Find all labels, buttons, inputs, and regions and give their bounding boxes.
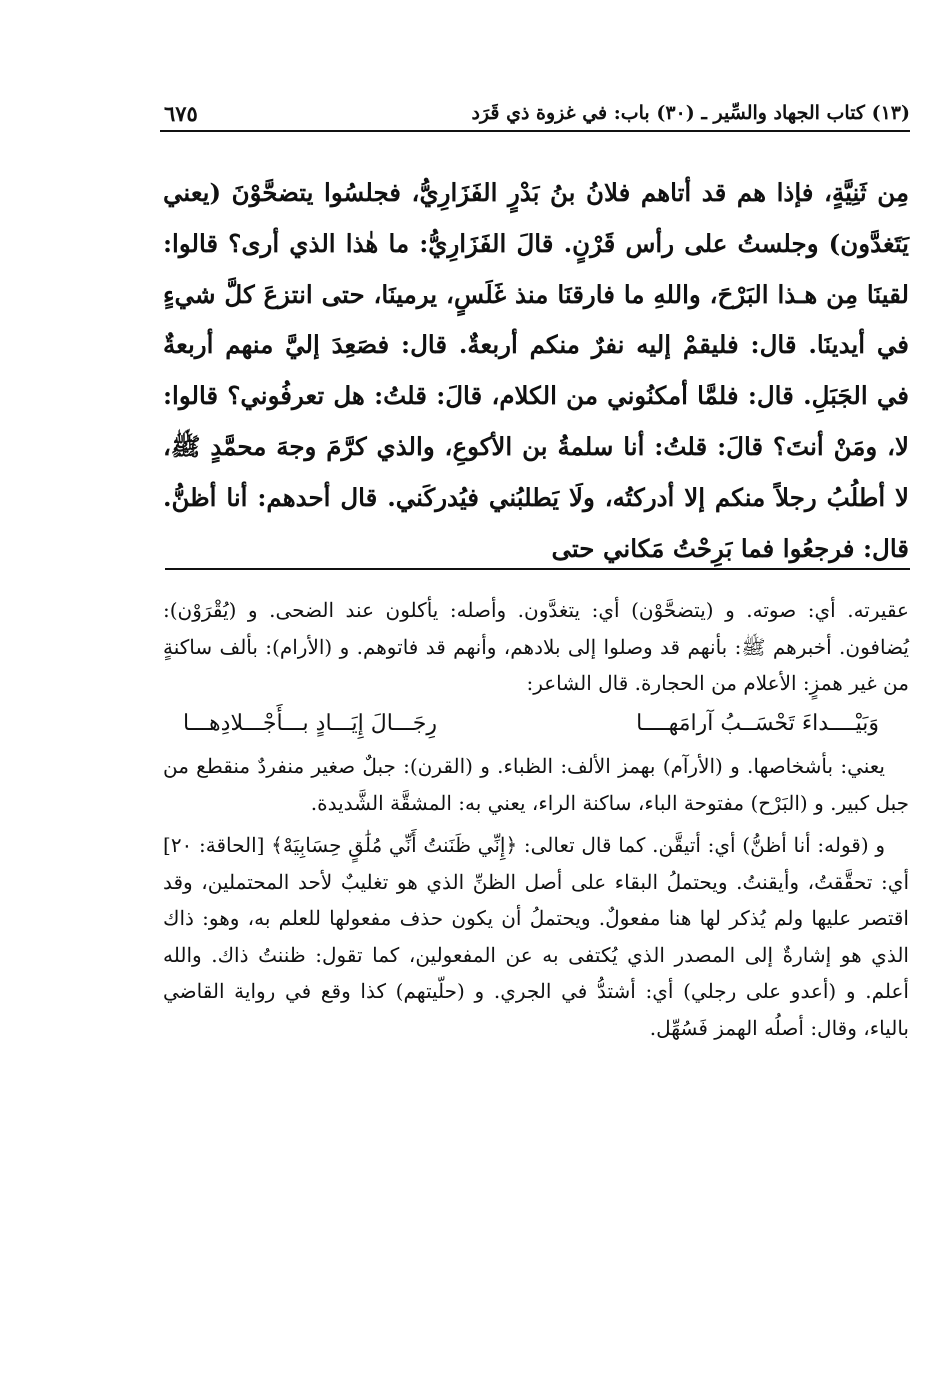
page-number: ٦٧٥ <box>164 100 198 126</box>
commentary-paragraph-1: عقيرته. أي: صوته. و (يتضحَّوْن) أي: يتغدَّون. وأصله: يأكلون عند الضحى. و (يُقْرَوْن): يُضافون. أخبرهم ﷺ: بأنهم قد وصلوا إلى بلادهم، وأنهم قد فاتوهم. و (الأرام): بألف ساكنةٍ من غير همزٍ: الأعلام من الحجارة. قال الشاعر: <box>163 598 909 695</box>
commentary-paragraph-2: يعني: بأشخاصها. و (الأرآم) بهمز الألف: الظباء. و (القرن): جبلٌ صغير منفردٌ منقطع من جبل كبير. و (البَرْح) مفتوحة الباء، ساكنة الراء، يعني به: المشقَّة الشَّديدة. <box>163 754 909 815</box>
poem-first-hemistich: وَبَيْــــداءَ تَحْسَــبُ آرامَهــــا <box>636 710 879 736</box>
page-header <box>160 96 910 132</box>
poem-second-hemistich: رِجَـــالَ إِيَـــادٍ بـــأَجْـــلادِهـــا <box>183 710 437 736</box>
commentary-paragraph-3: و (قوله: أنا أظنُّ) أي: أتيقَّن. كما قال تعالى: ﴿إِنِّي ظَنَنتُ أَنِّي مُلَٰقٍ حِسَابِيَهْ﴾ [الحاقة: ٢٠] أي: تحقَّقتُ، وأيقنتُ. ويحتملُ البقاء على أصل الظنِّ الذي هو تغليبٌ لأحد المحتملين، وقد اقتصر عليها ولم يُذكر لها هنا مفعولٌ. ويحتملُ أن يكون حذف مفعولها للعلم به، وهو: ذاك الذي هو إشارةٌ إلى المصدر الذي يُكتفى به عن المفعولين، كما تقول: ظننتُ ذاك. والله أعلم. و (أعدو على رجلي) أي: أشتدُّ في الجري. و (حلّيتهم) كذا وقع في رواية القاضي بالياء، وقال: أصلُه الهمز فَسُهِّل. <box>163 833 909 1040</box>
main-text-block <box>163 168 909 574</box>
footnote-separator <box>165 568 910 570</box>
main-paragraph: مِن ثَنِيَّةٍ، فإذا هم قد أتاهم فلانُ بنُ بَدْرٍ الفَزَارِيُّ، فجلسُوا يتضحَّوْنَ (يعني يَتَغدَّون) وجلستُ على رأس قَرْنٍ. قالَ الفَزَارِيُّ: ما هٰذا الذي أرى؟ قالوا: لقينَا مِن هـذا البَرْحَ، واللهِ ما فارقنَا منذ غَلَسٍ، يرمينَا، حتى انتزعَ كلَّ شيءٍ في أيدينَا. قال: فليقمْ إليه نفرٌ منكم أربعةٌ. قال: فصَعِدَ إليَّ منهم أربعةٌ في الجَبَلِ. قال: فلمَّا أمكنُوني من الكلام، قالَ: قلتُ: هل تعرفُوني؟ قالوا: لا، ومَنْ أنتَ؟ قالَ: قلتُ: أنا سلمةُ بن الأكوعِ، والذي كرَّمَ وجهَ محمَّدٍ ﷺ، لا أطلُبُ رجلاً منكم إلا أدركتُه، ولَا يَطلبُني فيُدركَني. قال أحدهم: أنا أظنُّ. قال: فرجعُوا فما بَرِحْتُ مَكاني حتى <box>163 178 909 563</box>
poem-verse <box>163 706 909 743</box>
running-head: (١٣) كتاب الجهاد والسِّير ـ (٣٠) باب: في غزوة ذي قَرَد <box>471 102 910 124</box>
commentary-block <box>163 592 909 1046</box>
